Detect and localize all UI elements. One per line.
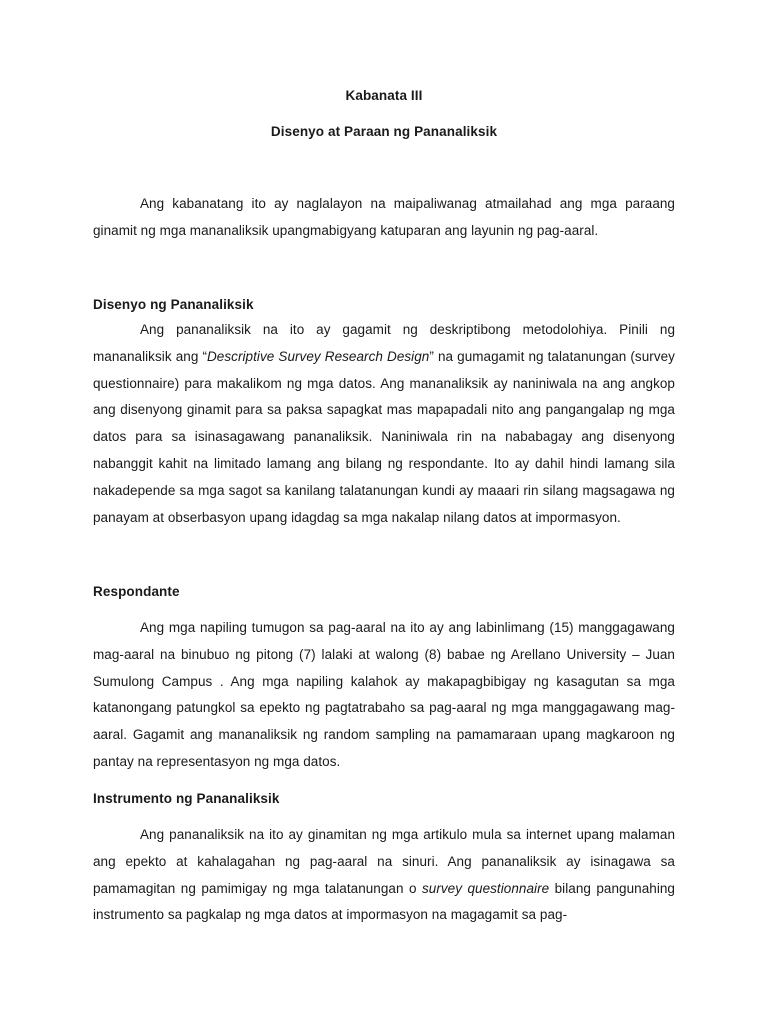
paragraph-text: Ang pananaliksik na ito ay gagamit ng deskriptibong metodolohiya. Pinili ng mananaliksik ang “ [93, 322, 675, 364]
paragraph-text: ” na gumagamit ng talatanungan (survey questionnaire) para makalikom ng mga datos. Ang mananaliksik ay naniniwala na ang angkop ang disenyong ginamit para sa paksa sapagkat mas mapapadali nito ang pangangalap ng mga datos para sa isinasagawang pananaliksik. Naniniwala rin na nababagay ang disenyong nabanggit kahit na limitado lamang ang bilang ng respondante. Ito ay dahil hindi lamang sila nakadepende sa mga sagot sa kanilang talatanungan kundi ay maaari rin silang magsagawa ng panayam at obserbasyon upang idagdag sa mga nakalap nilang datos at impormasyon. [93, 348, 675, 525]
intro-paragraph: Ang kabanatang ito ay naglalayon na maipaliwanag atmailahad ang mga paraang ginamit ng mga mananaliksik upangmabigyang katuparan ang layunin ng pag-aaral. [93, 196, 675, 238]
section-paragraph-disenyo [93, 317, 675, 531]
section-heading-respondante: Respondante [93, 584, 180, 599]
document-title: Disenyo at Paraan ng Pananaliksik [270, 124, 498, 139]
paragraph-text: bilang pangunahing instrumento sa pagkalap ng mga datos at impormasyon na magagamit sa pag- [93, 880, 675, 923]
chapter-label: Kabanata III [345, 88, 423, 103]
section-paragraph-respondante: Ang mga napiling tumugon sa pag-aaral na ito ay ang labinlimang (15) manggagawang mag-aaral na binubuo ng pitong (7) lalaki at walong (8) babae ng Arellano University – Juan Sumulong Campus . Ang mga napiling kalahok ay makapagbibigay ng kasagutan sa mga katanongang patungkol sa epekto ng pagtatrabaho sa pag-aaral ng mga manggagawang mag-aaral. Gagamit ang mananaliksik ng random sampling na pamamaraan upang magkaroon ng pantay na representasyon ng mga datos. [93, 620, 675, 769]
section-heading-instrumento: Instrumento ng Pananaliksik [93, 791, 280, 806]
emphasized-text: survey questionnaire [421, 880, 550, 896]
section-paragraph-instrumento [93, 822, 675, 929]
paragraph-text: Ang pananaliksik na ito ay ginamitan ng mga artikulo mula sa internet upang malaman ang epekto at kahalagahan ng pag-aaral na sinuri. Ang pananaliksik ay isinagawa sa pamamagitan ng pamimigay ng mga talatanungan o [93, 827, 675, 896]
section-heading-disenyo: Disenyo ng Pananaliksik [93, 297, 254, 312]
emphasized-text: Descriptive Survey Research Design [207, 348, 430, 364]
